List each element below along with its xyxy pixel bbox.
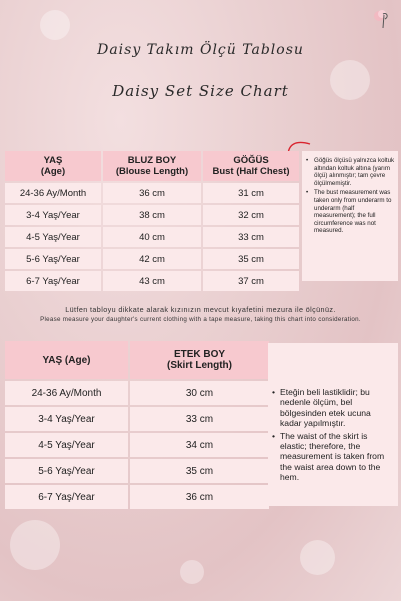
header-blouse-label: BLUZ BOY (Blouse Length)	[115, 155, 189, 177]
top-size-table	[3, 149, 301, 293]
cell-age: 3-4 Yaş/Year	[5, 407, 128, 431]
title-turkish: Daisy Takım Ölçü Tablosu	[97, 42, 304, 58]
cell-skirt: 34 cm	[130, 433, 269, 457]
table-row	[5, 433, 269, 457]
instruction-english: Please measure your daughter's current clothing with a tape measure, taking this chart into consideration.	[40, 316, 361, 323]
bokeh-dot	[180, 560, 204, 584]
skirt-note-tr: • Eteğin beli lastiklidir; bu nedenle ölçüm, bel bölgesinden etek ucuna kadar yapılmıştır.	[272, 387, 394, 429]
cell-age: 24-36 Ay/Month	[5, 183, 101, 203]
table-row	[5, 227, 299, 247]
skirt-size-table	[3, 339, 271, 511]
table-row	[5, 407, 269, 431]
cell-age: 4-5 Yaş/Year	[5, 227, 101, 247]
cell-age: 5-6 Yaş/Year	[5, 249, 101, 269]
cell-age: 4-5 Yaş/Year	[5, 433, 128, 457]
table-row	[5, 381, 269, 405]
table-header-row	[5, 341, 269, 379]
table-row	[5, 271, 299, 291]
table-header-row	[5, 151, 299, 181]
cell-age: 6-7 Yaş/Year	[5, 271, 101, 291]
bust-note-box	[302, 151, 398, 281]
table-row	[5, 485, 269, 509]
brand-logo-icon	[371, 8, 393, 30]
cell-blouse: 42 cm	[103, 249, 201, 269]
table-row	[5, 249, 299, 269]
header-skirt-label: ETEK BOY (Skirt Length)	[167, 349, 232, 371]
header-age	[5, 341, 128, 379]
cell-bust: 37 cm	[203, 271, 299, 291]
bokeh-dot	[300, 540, 335, 575]
cell-bust: 32 cm	[203, 205, 299, 225]
cell-skirt: 30 cm	[130, 381, 269, 405]
bokeh-dot	[10, 520, 60, 570]
cell-skirt: 33 cm	[130, 407, 269, 431]
table-row	[5, 205, 299, 225]
cell-age: 5-6 Yaş/Year	[5, 459, 128, 483]
skirt-note-box	[268, 343, 398, 506]
bokeh-dot	[40, 10, 70, 40]
header-age-label: YAŞ (Age)	[42, 354, 91, 366]
header-bust-label: GÖĞÜS Bust (Half Chest)	[212, 155, 290, 177]
bust-note-tr: • Göğüs ölçüsü yalnızca koltuk altından koltuk altına (yarım ölçü) alınmıştır; tam çevre ölçülmemiştir.	[306, 157, 395, 187]
cell-blouse: 38 cm	[103, 205, 201, 225]
cell-age: 6-7 Yaş/Year	[5, 485, 128, 509]
cell-bust: 31 cm	[203, 183, 299, 203]
skirt-note-en: • The waist of the skirt is elastic; therefore, the measurement is taken from the waist area down to the hem.	[272, 431, 394, 483]
header-age	[5, 151, 101, 181]
cell-bust: 35 cm	[203, 249, 299, 269]
cell-blouse: 36 cm	[103, 183, 201, 203]
table-row	[5, 183, 299, 203]
bust-note-en: • The bust measurement was taken only from underarm to underarm (half measurement); the full circumference was not measured.	[306, 189, 395, 235]
title-english: Daisy Set Size Chart	[112, 82, 289, 100]
header-skirt-length	[130, 341, 269, 379]
header-blouse-length	[103, 151, 201, 181]
cell-bust: 33 cm	[203, 227, 299, 247]
cell-skirt: 36 cm	[130, 485, 269, 509]
header-age-label: YAŞ (Age)	[40, 155, 66, 177]
cell-skirt: 35 cm	[130, 459, 269, 483]
header-bust	[203, 151, 299, 181]
cell-age: 24-36 Ay/Month	[5, 381, 128, 405]
cell-age: 3-4 Yaş/Year	[5, 205, 101, 225]
instruction-turkish: Lütfen tabloyu dikkate alarak kızınızın mevcut kıyafetini mezura ile ölçünüz.	[65, 305, 336, 314]
cell-blouse: 43 cm	[103, 271, 201, 291]
cell-blouse: 40 cm	[103, 227, 201, 247]
table-row	[5, 459, 269, 483]
